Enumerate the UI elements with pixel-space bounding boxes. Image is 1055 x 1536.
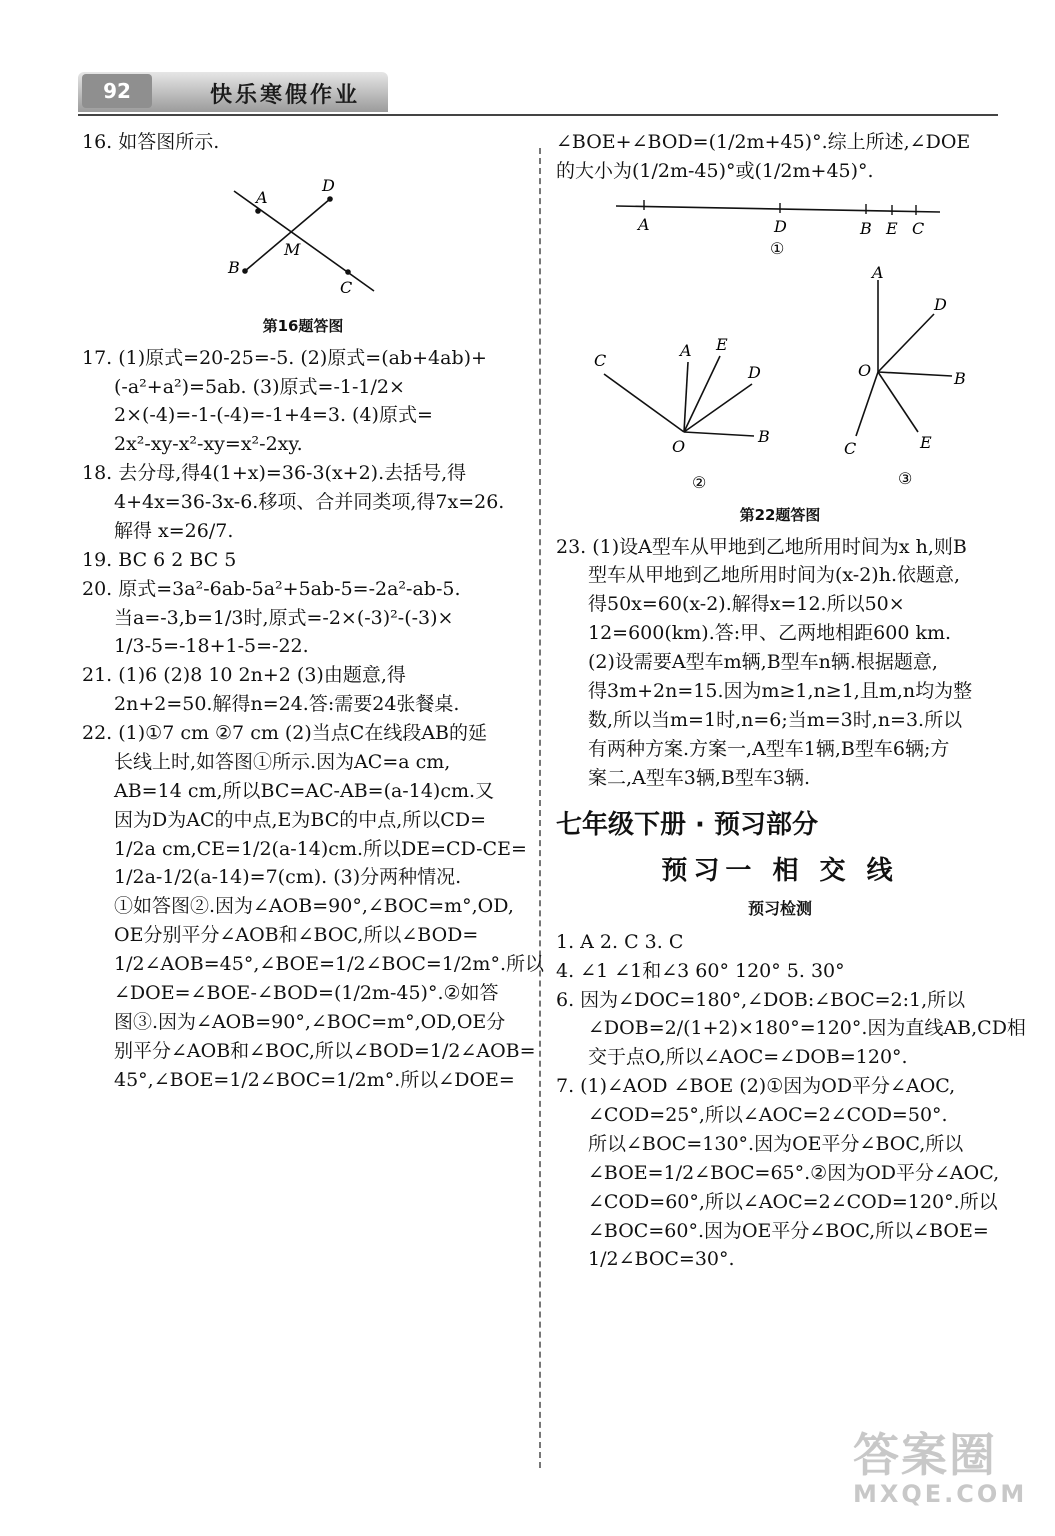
fig22-2-label-b: B bbox=[758, 426, 770, 446]
answer-20-line: 当a=-3,b=1/3时,原式=-2×(-3)²-(-3)× bbox=[114, 606, 454, 629]
left-column bbox=[82, 128, 544, 1094]
answer-19: 19. BC 6 2 BC 5 bbox=[82, 548, 237, 571]
answer-22-line: 因为D为AC的中点,E为BC的中点,所以CD= bbox=[114, 808, 486, 831]
preview-answer-7-line: ∠BOC=60°.因为OE平分∠BOC,所以∠BOE= bbox=[588, 1219, 989, 1242]
answer-23-line: 12=600(km).答:甲、乙两地相距600 km. bbox=[588, 622, 952, 645]
answer-22-line: 长线上时,如答图①所示.因为AC=a cm, bbox=[114, 750, 451, 773]
answer-22-line: ∠DOE=∠BOE-∠BOD=(1/2m-45)°.②如答 bbox=[114, 981, 499, 1004]
answer-22-cont: ∠BOE+∠BOD=(1/2m+45)°.综上所述,∠DOE bbox=[556, 131, 971, 153]
book-title: 快乐寒假作业 bbox=[210, 83, 361, 108]
answer-22-line: 1/2a cm,CE=1/2(a-14)cm.所以DE=CD-CE= bbox=[114, 837, 527, 860]
answer-23-line: 得50x=60(x-2).解得x=12.所以50× bbox=[588, 593, 905, 616]
fig22-1-label-b: B bbox=[860, 218, 872, 238]
fig22-2-label-o: O bbox=[672, 436, 686, 456]
figure-16 bbox=[82, 161, 524, 311]
figure-22-2-3 bbox=[556, 264, 1004, 500]
fig22-3-mark: ③ bbox=[898, 468, 913, 488]
answer-22-cont: 的大小为(1/2m-45)°或(1/2m+45)°. bbox=[556, 159, 874, 182]
fig22-2-label-d: D bbox=[748, 362, 761, 382]
fig22-1-label-c: C bbox=[912, 218, 925, 238]
preview-answer-6-line: ∠DOB=2/(1+2)×180°=120°.因为直线AB,CD相 bbox=[588, 1017, 1026, 1040]
check-title: 预习检测 bbox=[747, 899, 812, 919]
answer-23-line: 数,所以当m=1时,n=6;当m=3时,n=3.所以 bbox=[588, 708, 963, 731]
answer-22-line: 45°,∠BOE=1/2∠BOC=1/2m°.所以∠DOE= bbox=[114, 1068, 515, 1091]
answer-22-line: AB=14 cm,所以BC=AC-AB=(a-14)cm.又 bbox=[114, 779, 495, 802]
header-rule bbox=[78, 114, 998, 116]
lesson-title: 预习一 相 交 线 bbox=[661, 855, 899, 886]
watermark-logo-text: 答案圈 bbox=[853, 1428, 997, 1482]
preview-answer-7-line: 1/2∠BOC=30°. bbox=[588, 1248, 735, 1271]
answer-17-line: 2×(-4)=-1-(-4)=-1+4=3. (4)原式= bbox=[114, 404, 433, 427]
answer-23-line: 案二,A型车3辆,B型车3辆. bbox=[588, 766, 810, 789]
preview-answer-6: 6. 因为∠DOC=180°,∠DOB:∠BOC=2:1,所以 bbox=[556, 988, 966, 1011]
answer-16: 16. 如答图所示. bbox=[82, 131, 220, 153]
answer-21: 21. (1)6 (2)8 10 2n+2 (3)由题意,得 bbox=[82, 664, 406, 687]
figure-22-caption: 第22题答图 bbox=[739, 505, 821, 524]
fig16-label-d: D bbox=[322, 175, 335, 195]
watermark-url: MXQE.COM bbox=[853, 1480, 1028, 1508]
answer-21-line: 2n+2=50.解得n=24.答:需要24张餐桌. bbox=[114, 693, 460, 716]
fig22-1-label-d: D bbox=[774, 216, 787, 236]
section-title: 七年级下册 · 预习部分 bbox=[556, 810, 818, 841]
fig16-label-m: M bbox=[284, 239, 301, 259]
answer-23-line: 得3m+2n=15.因为m≥1,n≥1,且m,n均为整 bbox=[588, 679, 973, 702]
answer-23-line: (2)设需要A型车m辆,B型车n辆.根据题意, bbox=[588, 651, 938, 674]
fig22-3-label-c: C bbox=[844, 438, 857, 458]
preview-answers-1-3: 1. A 2. C 3. C bbox=[556, 930, 684, 953]
answer-17-line: 2x²-xy-x²-xy=x²-2xy. bbox=[114, 433, 303, 456]
answer-22-line: 别平分∠AOB和∠BOC,所以∠BOD=1/2∠AOB= bbox=[114, 1039, 536, 1062]
fig22-2-mark: ② bbox=[692, 472, 707, 492]
fig22-3-label-o: O bbox=[858, 360, 872, 380]
answer-17: 17. (1)原式=20-25=-5. (2)原式=(ab+4ab)+ bbox=[82, 346, 487, 369]
preview-answer-7-line: 所以∠BOC=130°.因为OE平分∠BOC,所以 bbox=[588, 1132, 964, 1155]
column-divider bbox=[539, 148, 541, 1468]
fig22-1-mark: ① bbox=[770, 238, 785, 258]
answer-23: 23. (1)设A型车从甲地到乙地所用时间为x h,则B bbox=[556, 535, 967, 558]
fig16-label-a: A bbox=[256, 187, 268, 207]
figure-22-1 bbox=[556, 190, 1004, 260]
answer-20: 20. 原式=3a²-6ab-5a²+5ab-5=-2a²-ab-5. bbox=[82, 577, 461, 600]
fig16-label-b: B bbox=[228, 257, 240, 277]
answer-17-line: (-a²+a²)=5ab. (3)原式=-1-1/2× bbox=[114, 375, 405, 398]
right-column bbox=[556, 128, 1026, 1274]
preview-answer-7-line: ∠BOE=1/2∠BOC=65°.②因为OD平分∠AOC, bbox=[588, 1161, 1000, 1184]
fig22-3-label-b: B bbox=[954, 368, 966, 388]
fig22-2-label-a: A bbox=[680, 340, 692, 360]
preview-answer-7-line: ∠COD=60°,所以∠AOC=2∠COD=120°.所以 bbox=[588, 1190, 998, 1213]
fig22-1-label-e: E bbox=[886, 218, 898, 238]
answer-23-line: 有两种方案.方案一,A型车1辆,B型车6辆;方 bbox=[588, 737, 950, 760]
answer-18-line: 解得 x=26/7. bbox=[114, 519, 234, 542]
answer-18-line: 4+4x=36-3x-6.移项、合并同类项,得7x=26. bbox=[114, 491, 505, 514]
figure-22-3 bbox=[844, 264, 966, 488]
fig22-3-label-a: A bbox=[872, 263, 884, 282]
preview-answer-6-line: 交于点O,所以∠AOC=∠DOB=120°. bbox=[588, 1046, 908, 1069]
answer-22-line: 1/2a-1/2(a-14)=7(cm). (3)分两种情况. bbox=[114, 866, 462, 889]
fig22-2-label-e: E bbox=[716, 334, 728, 354]
answer-22-line: 图③.因为∠AOB=90°,∠BOC=m°,OD,OE分 bbox=[114, 1010, 506, 1033]
preview-answers-4-5: 4. ∠1 ∠1和∠3 60° 120° 5. 30° bbox=[556, 959, 845, 982]
fig22-1-label-a: A bbox=[638, 214, 650, 234]
fig16-label-c: C bbox=[340, 277, 353, 297]
figure-22-2 bbox=[594, 335, 770, 492]
answer-20-line: 1/3-5=-18+1-5=-22. bbox=[114, 635, 309, 658]
fig22-3-label-d: D bbox=[934, 294, 947, 314]
watermark bbox=[853, 1428, 1028, 1522]
answer-22-line: OE分别平分∠AOB和∠BOC,所以∠BOD= bbox=[114, 924, 479, 947]
answer-18: 18. 去分母,得4(1+x)=36-3(x+2).去括号,得 bbox=[82, 462, 467, 485]
answer-23-line: 型车从甲地到乙地所用时间为(x-2)h.依题意, bbox=[588, 564, 961, 587]
preview-answer-7-line: ∠COD=25°,所以∠AOC=2∠COD=50°. bbox=[588, 1104, 948, 1127]
answer-22: 22. (1)①7 cm ②7 cm (2)当点C在线段AB的延 bbox=[82, 722, 488, 745]
answer-22-line: 1/2∠AOB=45°,∠BOE=1/2∠BOC=1/2m°.所以 bbox=[114, 953, 544, 976]
answer-22-line: ①如答图②.因为∠AOB=90°,∠BOC=m°,OD, bbox=[114, 895, 514, 918]
preview-answer-7: 7. (1)∠AOD ∠BOE (2)①因为OD平分∠AOC, bbox=[556, 1075, 956, 1098]
fig22-3-label-e: E bbox=[920, 432, 932, 452]
fig22-2-label-c: C bbox=[594, 350, 607, 370]
figure-16-caption: 第16题答图 bbox=[262, 316, 344, 335]
page-number: 92 bbox=[82, 74, 152, 108]
